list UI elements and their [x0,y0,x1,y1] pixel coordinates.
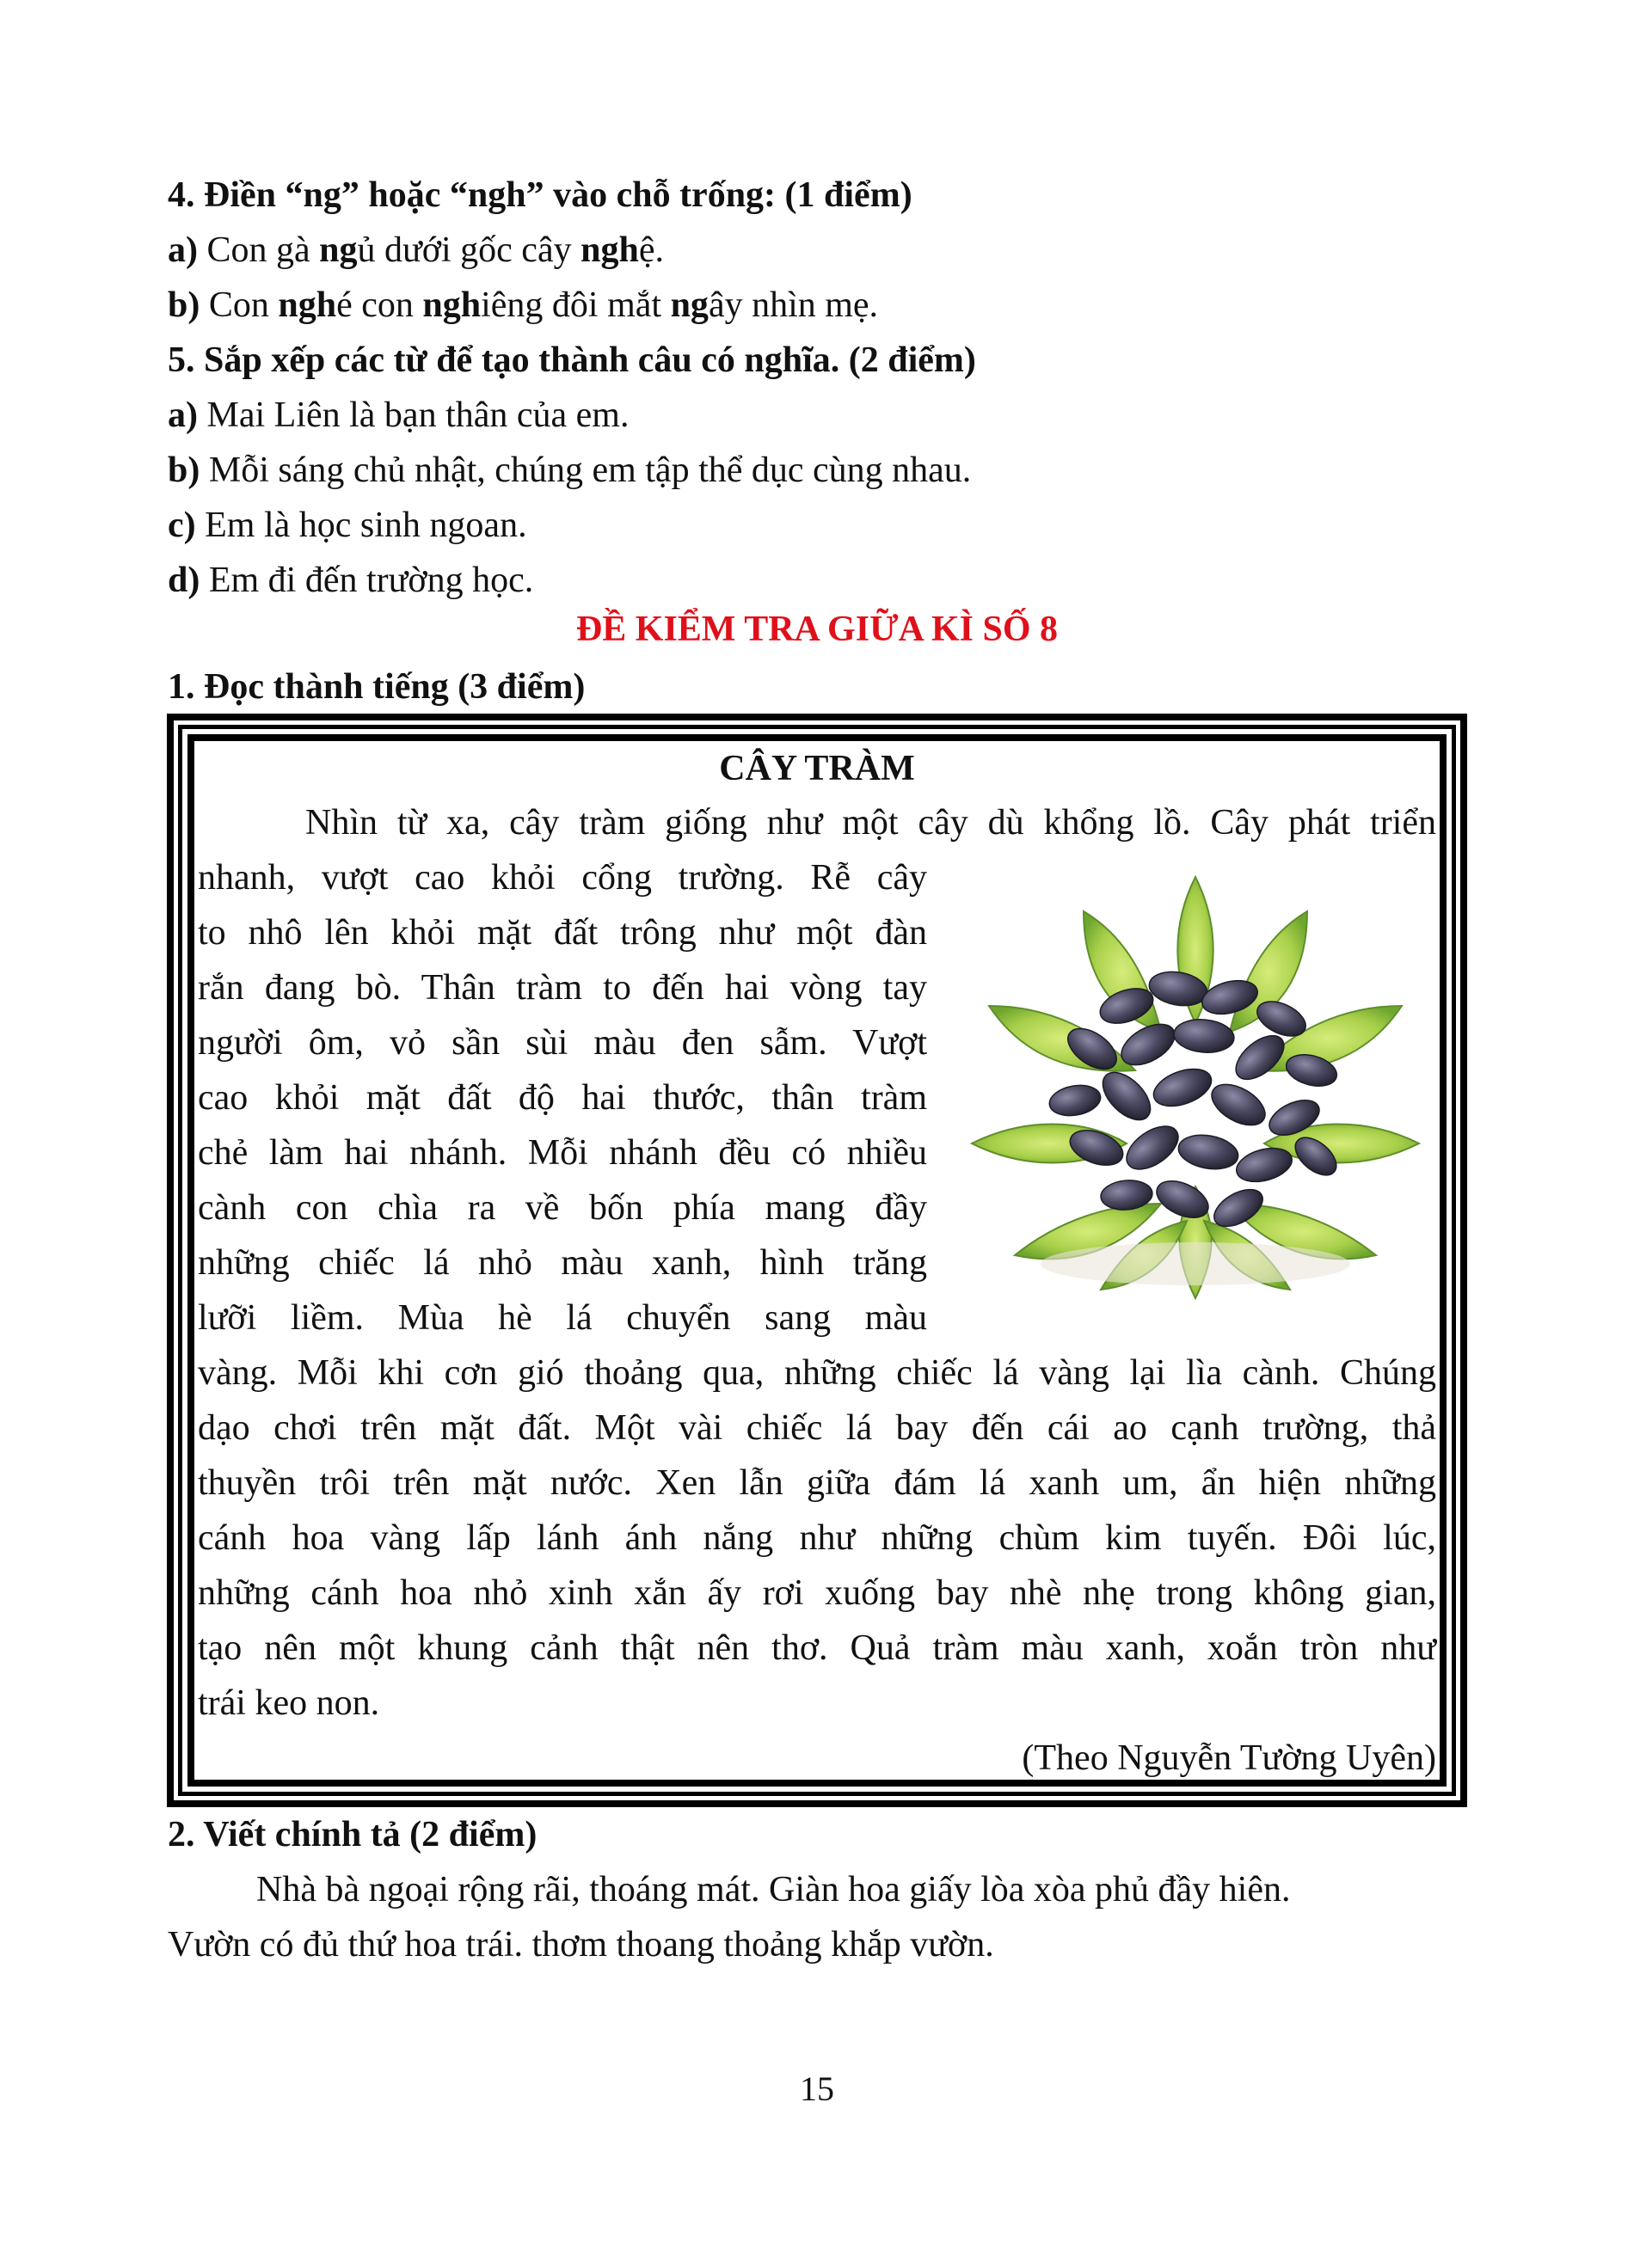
exercise-5-c: c) Em là học sinh ngoan. [168,506,527,545]
story-line: rắn đang bò. Thân tràm to đến hai vòng tay [198,968,927,1008]
dictation-line: Vườn có đủ thứ hoa trái. thơm thoang thoảng khắp vườn. [168,1925,994,1965]
dictation-heading: 2. Viết chính tả (2 điểm) [168,1815,538,1854]
reading-heading: 1. Đọc thành tiếng (3 điểm) [168,667,586,707]
story-line: cánh hoa vàng lấp lánh ánh nắng như những chùm kim tuyến. Đôi lúc, [198,1518,1436,1558]
story-source: (Theo Nguyễn Tường Uyên) [1022,1738,1436,1778]
page-number: 15 [800,2069,834,2108]
exercise-5-a: a) Mai Liên là bạn thân của em. [168,395,630,435]
exercise-5-d: d) Em đi đến trường học. [168,561,534,600]
exercise-4-heading: 4. Điền “ng” hoặc “ngh” vào chỗ trống: (1 điểm) [168,175,912,215]
story-line: thuyền trôi trên mặt nước. Xen lẫn giữa đám lá xanh um, ẩn hiện những [198,1463,1436,1503]
exercise-5-heading: 5. Sắp xếp các từ để tạo thành câu có nghĩa. (2 điểm) [168,340,976,380]
story-line: Nhìn từ xa, cây tràm giống như một cây dù khổng lồ. Cây phát triển [305,803,1436,843]
story-line: lưỡi liềm. Mùa hè lá chuyển sang màu [198,1298,927,1338]
exercise-4-b: b) Con nghé con nghiêng đôi mắt ngây nhìn mẹ. [168,285,879,325]
story-line: những chiếc lá nhỏ màu xanh, hình trăng [198,1243,927,1283]
story-line: người ôm, vỏ sần sùi màu đen sẫm. Vượt [198,1023,927,1063]
exam-title: ĐỀ KIỂM TRA GIỮA KÌ SỐ 8 [575,610,1059,649]
tram-fruit-photo [955,860,1436,1307]
story-line: nhanh, vượt cao khỏi cổng trường. Rễ cây [198,858,927,898]
story-line: chẻ làm hai nhánh. Mỗi nhánh đều có nhiều [198,1133,927,1173]
story-line: những cánh hoa nhỏ xinh xắn ấy rơi xuống bay nhè nhẹ trong không gian, [198,1573,1436,1613]
story-title: CÂY TRÀM [719,749,915,788]
story-line: to nhô lên khỏi mặt đất trông như một đàn [198,913,927,953]
story-line: cao khỏi mặt đất độ hai thước, thân tràm [198,1078,927,1118]
story-line: vàng. Mỗi khi cơn gió thoảng qua, những chiếc lá vàng lại lìa cành. Chúng [198,1353,1436,1393]
exercise-4-a: a) Con gà ngủ dưới gốc cây nghệ. [168,230,664,270]
story-line: dạo chơi trên mặt đất. Một vài chiếc lá bay đến cái ao cạnh trường, thả [198,1408,1436,1448]
dictation-line: Nhà bà ngoại rộng rãi, thoáng mát. Giàn hoa giấy lòa xòa phủ đầy hiên. [256,1870,1291,1909]
story-line: trái keo non. [198,1683,380,1723]
exercise-5-b: b) Mỗi sáng chủ nhật, chúng em tập thể dục cùng nhau. [168,451,972,490]
story-line: tạo nên một khung cảnh thật nên thơ. Quả tràm màu xanh, xoắn tròn như [198,1628,1436,1668]
story-line: cành con chìa ra về bốn phía mang đầy [198,1188,927,1228]
